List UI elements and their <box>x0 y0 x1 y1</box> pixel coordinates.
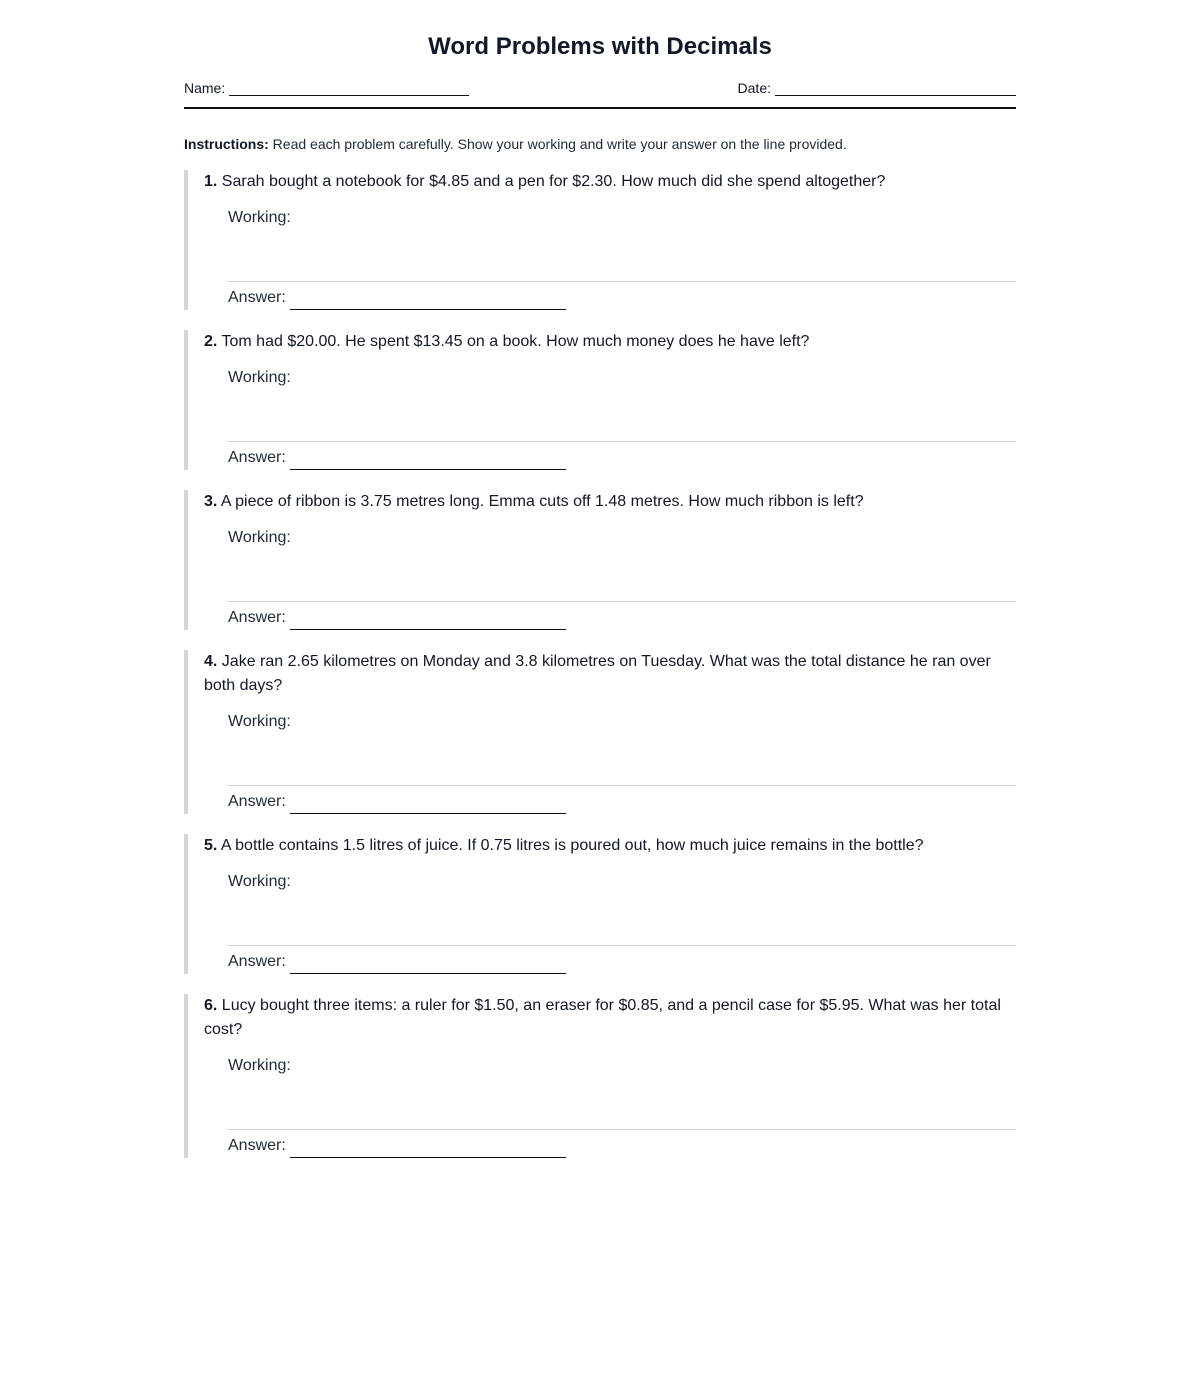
problem-item <box>184 834 1016 974</box>
problem-question <box>204 170 1016 194</box>
date-field[interactable] <box>738 80 1016 96</box>
problem-item <box>184 490 1016 630</box>
working-label: Working: <box>228 873 291 890</box>
answer-line[interactable] <box>290 1139 566 1158</box>
working-label: Working: <box>228 713 291 730</box>
working-area[interactable] <box>228 526 1016 602</box>
problem-number: 1. <box>204 173 218 190</box>
problem-text: Tom had $20.00. He spent $13.45 on a book. How much money does he have left? <box>221 333 810 350</box>
answer-row <box>228 446 1016 470</box>
problem-number: 2. <box>204 333 218 350</box>
answer-label: Answer: <box>228 1137 286 1154</box>
instructions-label: Instructions: <box>184 136 269 152</box>
answer-line[interactable] <box>290 955 566 974</box>
name-field[interactable] <box>184 80 469 96</box>
working-label: Working: <box>228 529 291 546</box>
problem-item <box>184 650 1016 814</box>
answer-label: Answer: <box>228 609 286 626</box>
problem-text: A bottle contains 1.5 litres of juice. If 0.75 litres is poured out, how much juice remains in the bottle? <box>220 837 924 854</box>
answer-line[interactable] <box>290 611 566 630</box>
problem-number: 3. <box>204 493 218 510</box>
problem-list <box>184 170 1016 1178</box>
problem-number: 5. <box>204 837 218 854</box>
working-area[interactable] <box>228 366 1016 442</box>
problem-item <box>184 994 1016 1158</box>
header-divider <box>184 107 1016 109</box>
answer-label: Answer: <box>228 449 286 466</box>
working-area[interactable] <box>228 870 1016 946</box>
date-label: Date: <box>737 80 771 96</box>
problem-text: Jake ran 2.65 kilometres on Monday and 3.8 kilometres on Tuesday. What was the total distance he ran over both days? <box>204 653 991 694</box>
working-area[interactable] <box>228 206 1016 282</box>
working-label: Working: <box>228 369 291 386</box>
answer-line[interactable] <box>290 451 566 470</box>
answer-label: Answer: <box>228 289 286 306</box>
problem-question <box>204 994 1016 1042</box>
working-label: Working: <box>228 209 291 226</box>
problem-question <box>204 650 1016 698</box>
problem-number: 6. <box>204 997 218 1014</box>
answer-label: Answer: <box>228 793 286 810</box>
problem-text: A piece of ribbon is 3.75 metres long. Emma cuts off 1.48 metres. How much ribbon is left? <box>220 493 864 510</box>
answer-row <box>228 1134 1016 1158</box>
problem-text: Sarah bought a notebook for $4.85 and a pen for $2.30. How much did she spend altogether? <box>221 173 886 190</box>
page-title: Word Problems with Decimals <box>428 33 772 60</box>
problem-question <box>204 330 1016 354</box>
answer-row <box>228 790 1016 814</box>
answer-row <box>228 286 1016 310</box>
problem-text: Lucy bought three items: a ruler for $1.50, an eraser for $0.85, and a pencil case for $5.95. What was her total cost? <box>204 997 1001 1038</box>
answer-line[interactable] <box>290 291 566 310</box>
problem-item <box>184 330 1016 470</box>
name-line[interactable] <box>229 80 469 96</box>
date-line[interactable] <box>775 80 1016 96</box>
working-area[interactable] <box>228 1054 1016 1130</box>
name-label: Name: <box>184 80 226 96</box>
problem-item <box>184 170 1016 310</box>
answer-row <box>228 950 1016 974</box>
answer-row <box>228 606 1016 630</box>
answer-line[interactable] <box>290 795 566 814</box>
answer-label: Answer: <box>228 953 286 970</box>
working-label: Working: <box>228 1057 291 1074</box>
problem-question <box>204 834 1016 858</box>
instructions-text: Read each problem carefully. Show your working and write your answer on the line provided. <box>272 136 847 152</box>
header-fields <box>184 80 1016 100</box>
problem-number: 4. <box>204 653 218 670</box>
problem-question <box>204 490 1016 514</box>
working-area[interactable] <box>228 710 1016 786</box>
instructions <box>184 135 847 153</box>
